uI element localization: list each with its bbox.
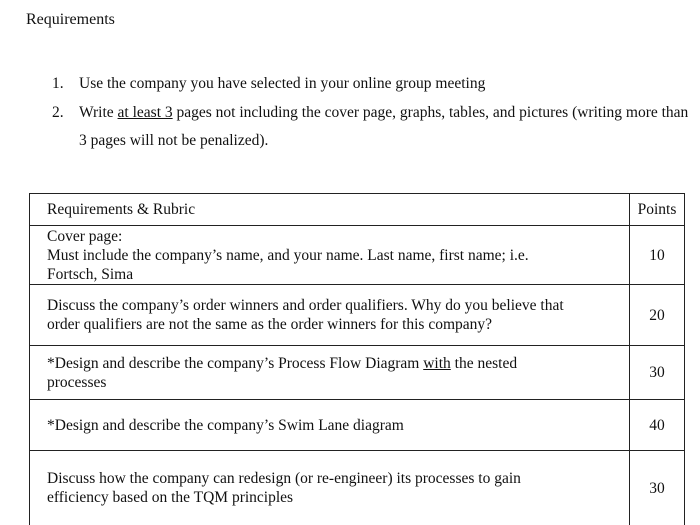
- list-item: [52, 99, 692, 155]
- criteria-cell: [30, 451, 630, 525]
- cell-text-post: the nested: [451, 355, 517, 372]
- criteria-cell: [30, 285, 630, 346]
- cell-line: efficiency based on the TQM principles: [47, 488, 612, 507]
- list-item-text: Use the company you have selected in your online group meeting: [79, 75, 485, 92]
- emphasis-underlined: with: [423, 355, 451, 372]
- criteria-cell: [30, 226, 630, 285]
- header-points: Points: [630, 194, 685, 226]
- cell-line: Cover page:: [47, 227, 612, 246]
- list-number: 1.: [52, 70, 64, 98]
- list-item-text-pre: Write: [79, 104, 118, 121]
- cell-line: *Design and describe the company’s Swim Lane diagram: [47, 416, 612, 435]
- criteria-cell: [30, 400, 630, 451]
- cell-text-pre: *Design and describe the company’s Process Flow Diagram: [47, 355, 423, 372]
- points-cell: 20: [630, 285, 685, 346]
- header-criteria: Requirements & Rubric: [30, 194, 630, 226]
- cell-line: processes: [47, 373, 612, 392]
- points-cell: 40: [630, 400, 685, 451]
- list-item-text-post: pages not including the cover page, graphs, tables, and pictures (writing more than 3 pages will not be penalized).: [79, 104, 688, 149]
- requirements-list: [52, 70, 692, 155]
- table-row: [30, 400, 685, 451]
- table-header-row: [30, 194, 685, 226]
- cell-line: Fortsch, Sima: [47, 265, 612, 284]
- points-cell: 30: [630, 451, 685, 525]
- cell-line: Must include the company’s name, and your name. Last name, first name; i.e.: [47, 246, 612, 265]
- points-cell: 10: [630, 226, 685, 285]
- criteria-cell: [30, 346, 630, 400]
- cell-line: Discuss the company’s order winners and order qualifiers. Why do you believe that: [47, 296, 612, 315]
- emphasis-underlined: at least 3: [118, 104, 173, 121]
- cell-line: [47, 354, 612, 373]
- list-item: [52, 70, 692, 98]
- table-row: [30, 346, 685, 400]
- list-number: 2.: [52, 99, 64, 127]
- table-row: [30, 451, 685, 525]
- cell-line: Discuss how the company can redesign (or re-engineer) its processes to gain: [47, 469, 612, 488]
- cell-line: order qualifiers are not the same as the order winners for this company?: [47, 315, 612, 334]
- table-row: [30, 226, 685, 285]
- points-cell: 30: [630, 346, 685, 400]
- table-row: [30, 285, 685, 346]
- rubric-table: [29, 193, 685, 525]
- page-heading: Requirements: [26, 11, 115, 29]
